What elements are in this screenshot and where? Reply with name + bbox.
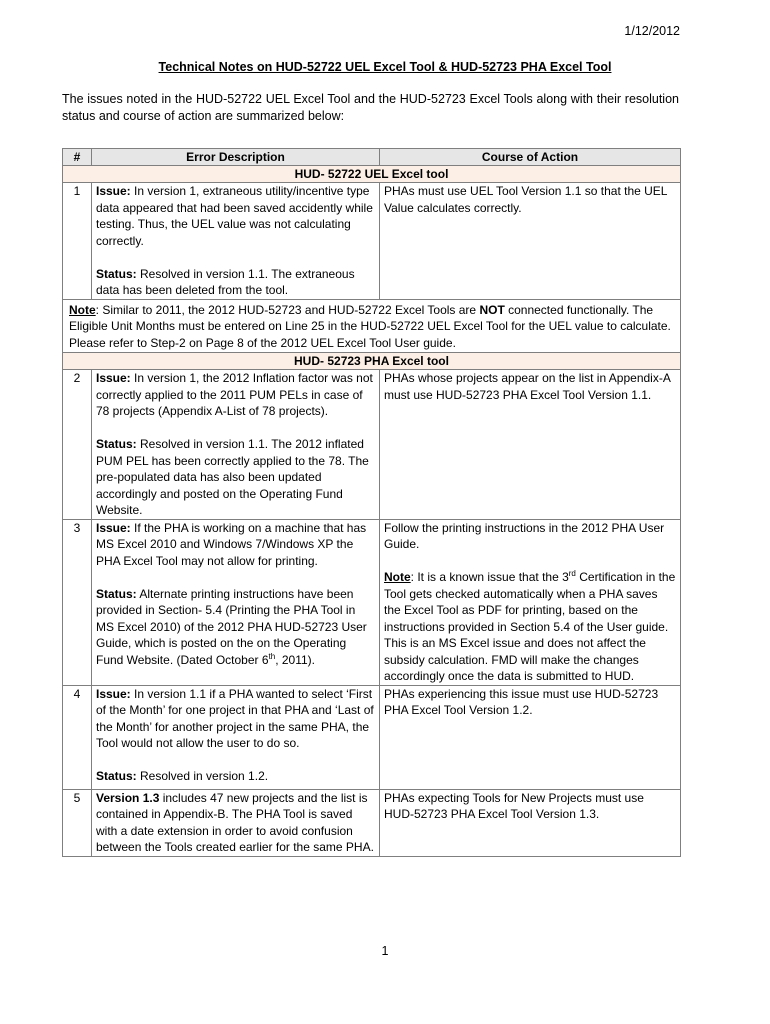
technical-notes-table — [62, 148, 681, 857]
table-header-row — [63, 149, 681, 166]
status-label: Status: — [96, 769, 137, 783]
course-of-action-cell: PHAs expecting Tools for New Projects must use HUD-52723 PHA Excel Tool Version 1.3. — [380, 789, 681, 856]
header-number: # — [63, 149, 92, 166]
action-note-superscript: rd — [568, 569, 576, 578]
status-body: Resolved in version 1.1. The extraneous data has been deleted from the tool. — [96, 266, 355, 297]
course-of-action-cell — [380, 519, 681, 685]
section-title-pha: HUD- 52723 PHA Excel tool — [63, 353, 681, 370]
section-row-uel — [63, 166, 681, 183]
action-note-text-b: Certification in the Tool gets checked automatically when a PHA saves the Excel Tool as PDF for printing, based on the instructions provided in Section 5.4 of the User guide. This is an MS Excel issue and does not affect the subsidy calculation. FMD will make the changes accordingly once the data is submitted to HUD. — [384, 570, 676, 683]
action-note-text-a: : It is a known issue that the 3 — [410, 570, 569, 584]
note-cell — [63, 299, 681, 353]
row-number: 3 — [63, 519, 92, 685]
note-text-a: : Similar to 2011, the 2012 HUD-52723 and HUD-52722 Excel Tools are — [95, 302, 480, 317]
error-description-cell — [92, 685, 380, 789]
issue-text — [96, 686, 375, 752]
status-body: Resolved in version 1.1. The 2012 inflated PUM PEL has been correctly applied to the 78. The pre-populated data has also been updated accordingly and posted on the Operating Fund Website. — [96, 437, 369, 517]
table-row — [63, 183, 681, 300]
table-row — [63, 370, 681, 520]
course-of-action-cell: PHAs whose projects appear on the list in Appendix-A must use HUD-52723 PHA Excel Tool Version 1.1. — [380, 370, 681, 520]
status-body: Resolved in version 1.2. — [136, 769, 269, 783]
table-row — [63, 685, 681, 789]
issue-label: Issue: — [96, 184, 131, 198]
note-row — [63, 299, 681, 353]
issue-label: Issue: — [96, 520, 131, 535]
action-text: Follow the printing instructions in the 2012 PHA User Guide. — [384, 520, 665, 551]
status-text — [96, 768, 375, 785]
issue-text — [96, 520, 375, 570]
status-label: Status: — [96, 586, 137, 601]
note-label: Note — [69, 302, 96, 317]
error-description-cell — [92, 789, 380, 856]
status-label: Status: — [96, 266, 137, 281]
status-text — [96, 266, 375, 299]
course-of-action-cell: PHAs experiencing this issue must use HUD-52723 PHA Excel Tool Version 1.2. — [380, 685, 681, 789]
issue-body: In version 1.1 if a PHA wanted to select ‘First of the Month’ for one project in that PHA and ‘Last of the Month’ for another project in the same PHA, the Tool would not allow the user to do so. — [96, 686, 374, 750]
issue-text — [96, 183, 375, 249]
version-label: Version 1.3 — [96, 790, 160, 805]
row-number: 4 — [63, 685, 92, 789]
document-title: Technical Notes on HUD-52722 UEL Excel Tool & HUD-52723 PHA Excel Tool — [158, 60, 612, 74]
issue-label: Issue: — [96, 686, 131, 701]
table-row — [63, 519, 681, 685]
table-row — [63, 789, 681, 856]
section-row-pha — [63, 353, 681, 370]
error-description-cell — [92, 183, 380, 300]
status-text — [96, 436, 375, 519]
action-note-label: Note — [384, 570, 411, 584]
note-not: NOT — [479, 302, 505, 317]
issue-label: Issue: — [96, 371, 131, 385]
version-body: includes 47 new projects and the list is contained in Appendix-B. The PHA Tool is saved with a date extension in order to avoid confusion between the Tools created earlier for the same PHA. — [96, 790, 374, 854]
header-error-description: Error Description — [92, 149, 380, 166]
course-of-action-cell: PHAs must use UEL Tool Version 1.1 so that the UEL Value calculates correctly. — [380, 183, 681, 300]
status-body-end: , 2011). — [275, 652, 316, 667]
status-body: Alternate printing instructions have been provided in Section- 5.4 (Printing the PHA Tool in MS Excel 2010) of the 2012 PHA HUD-52723 User Guide, which is posted on the on the Operating Fund Website. (Dated October 6 — [96, 586, 367, 667]
issue-body: In version 1, the 2012 Inflation factor was not correctly applied to the 2011 PUM PELs in case of 78 projects (Appendix A-List of 78 projects). — [96, 371, 373, 418]
row-number: 5 — [63, 789, 92, 856]
page-number: 1 — [381, 944, 389, 958]
issue-text — [96, 370, 375, 420]
document-date: 1/12/2012 — [624, 24, 680, 38]
status-superscript: th — [268, 651, 276, 661]
status-text — [96, 586, 375, 669]
error-description-cell — [92, 370, 380, 520]
header-course-of-action: Course of Action — [380, 149, 681, 166]
row-number: 2 — [63, 370, 92, 520]
note-text-b: connected functionally. The Eligible Unit Months must be entered on Line 25 in the HUD-52722 UEL Excel Tool for the UEL value to calculate. Please refer to Step-2 on Page 8 of the 2012 UEL Excel Tool User guide. — [69, 302, 671, 350]
section-title-uel: HUD- 52722 UEL Excel tool — [63, 166, 681, 183]
issue-body: In version 1, extraneous utility/incentive type data appeared that had been saved accidently while testing. Thus, the UEL value was not calculating correctly. — [96, 184, 373, 248]
version-text — [96, 790, 375, 856]
error-description-cell — [92, 519, 380, 685]
intro-paragraph: The issues noted in the HUD-52722 UEL Excel Tool and the HUD-52723 Excel Tools along with their resolution status and course of action are summarized below: — [62, 92, 679, 123]
issue-body: If the PHA is working on a machine that has MS Excel 2010 and Windows 7/Windows XP the PHA Excel Tool may not allow for printing. — [96, 520, 367, 568]
action-note — [384, 569, 676, 685]
status-label: Status: — [96, 437, 137, 451]
row-number: 1 — [63, 183, 92, 300]
